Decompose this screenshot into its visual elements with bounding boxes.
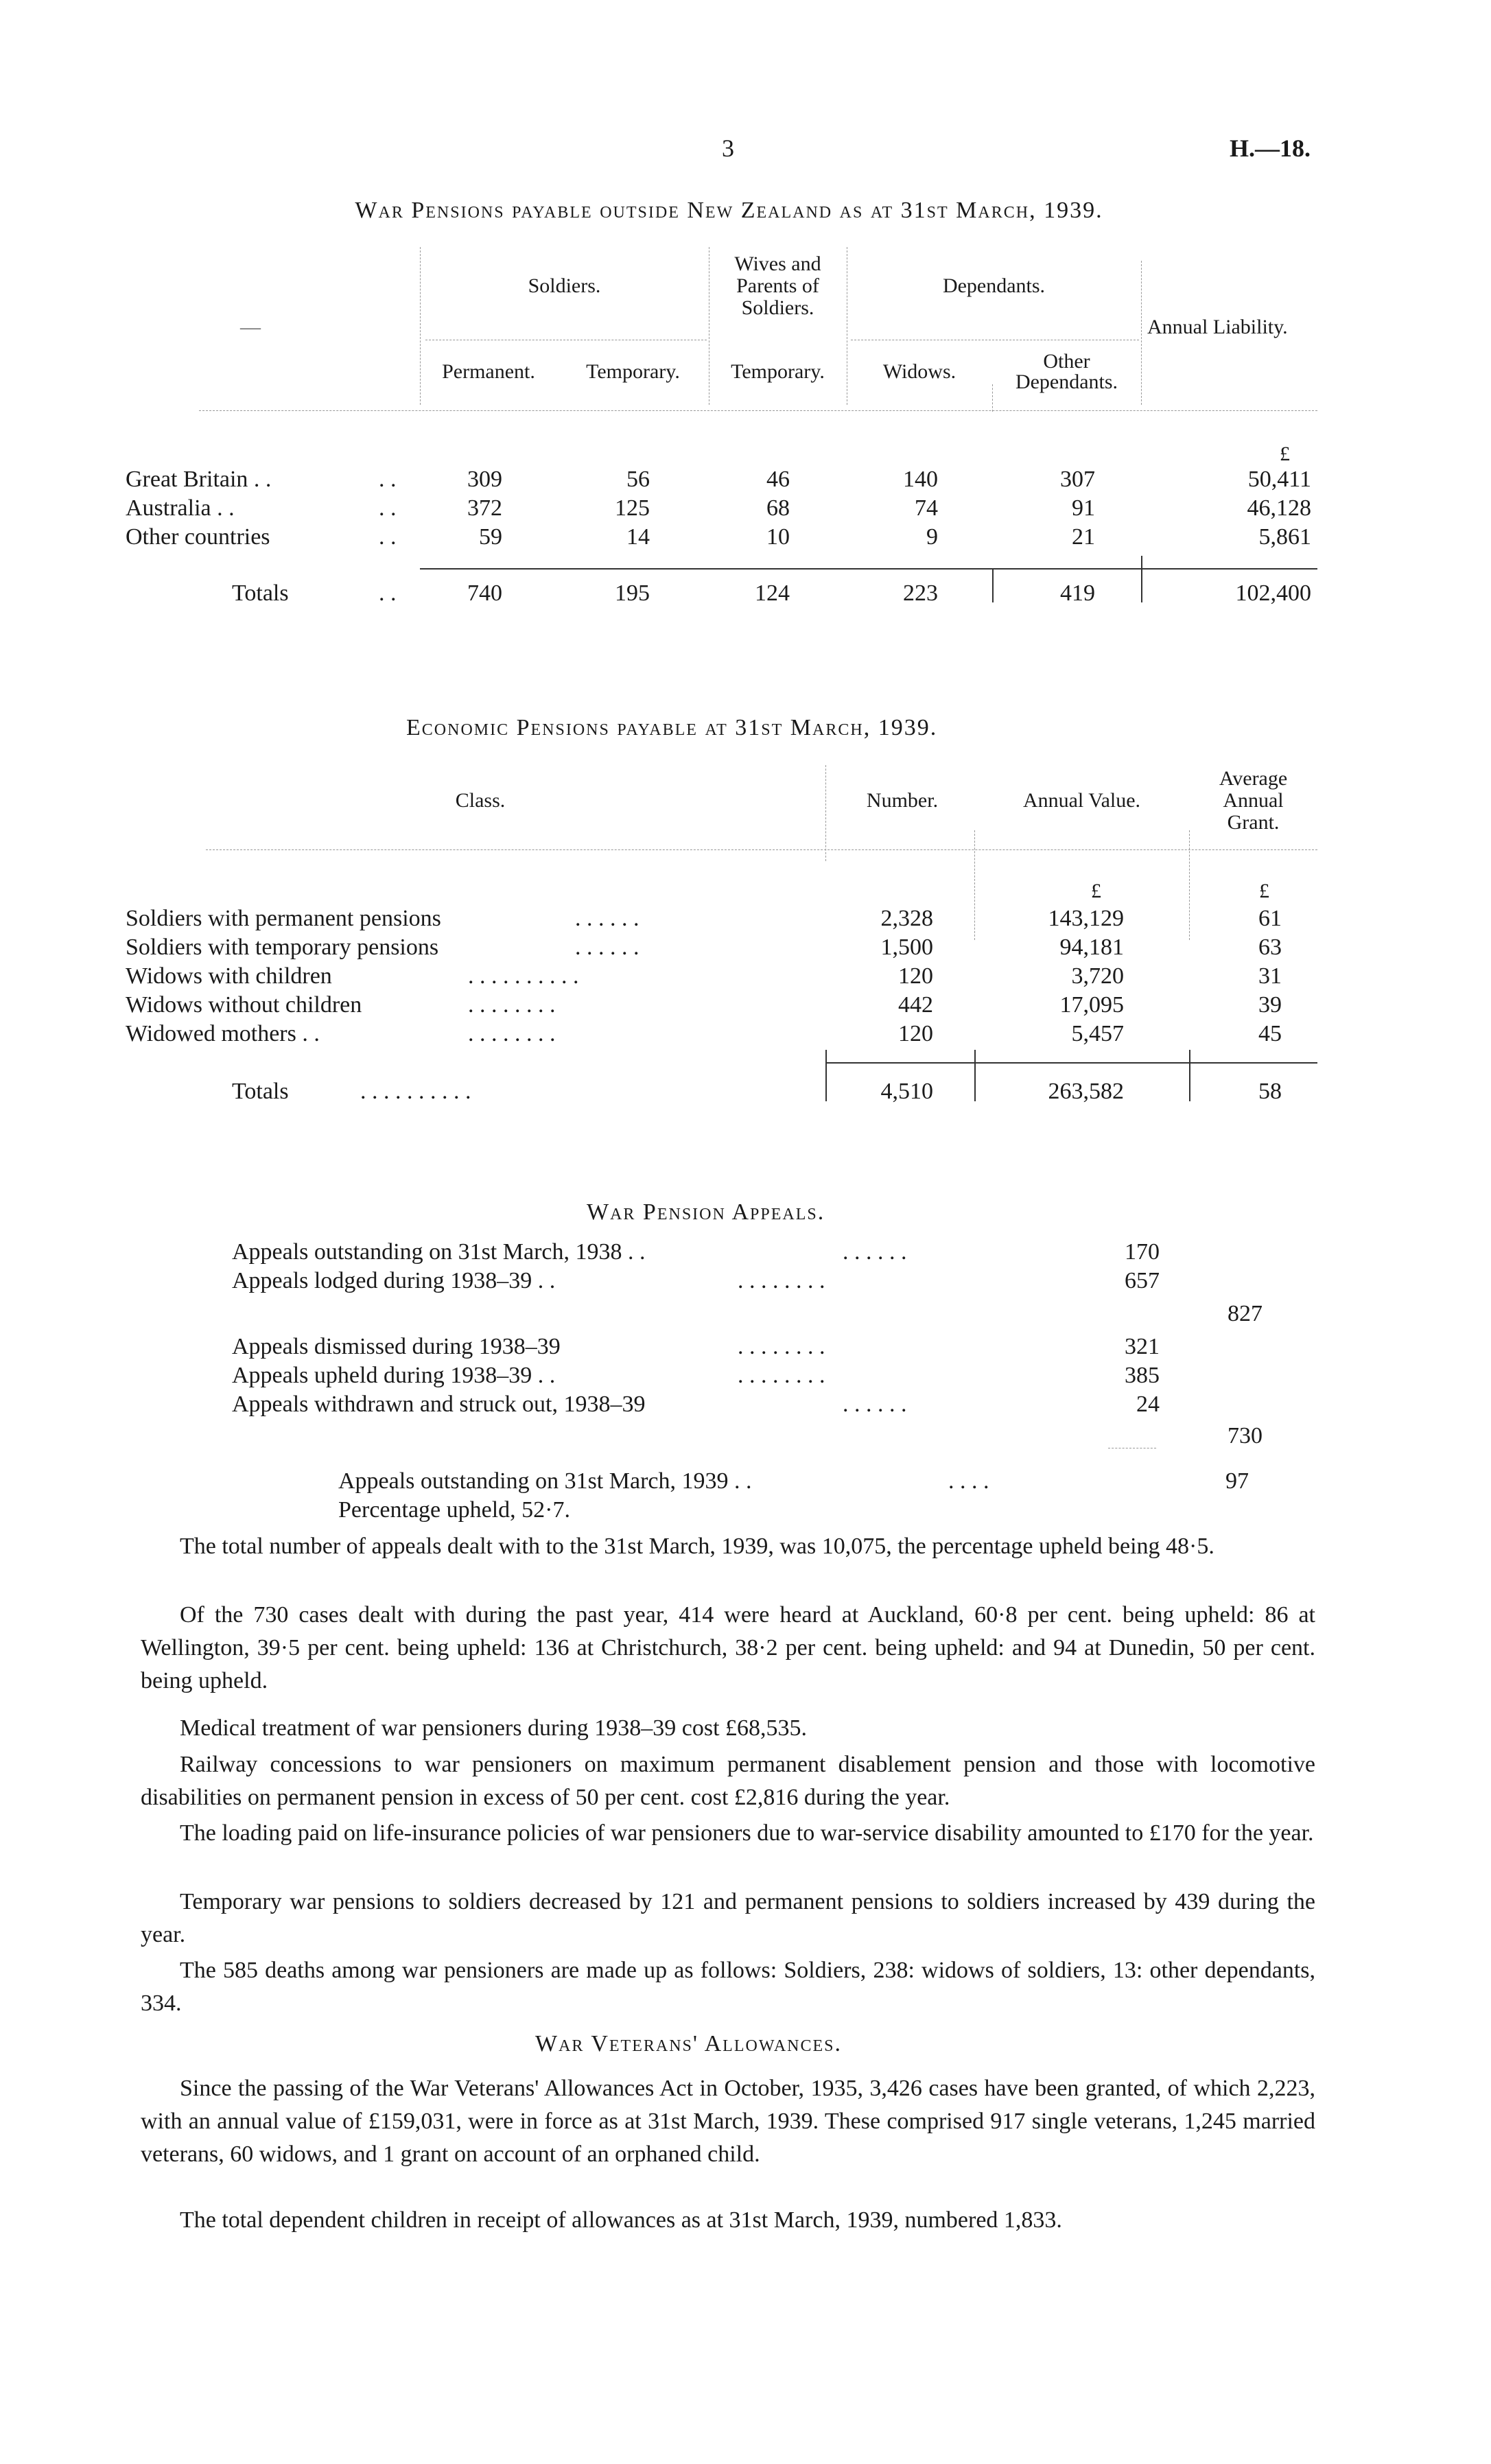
appeal-label: Appeals withdrawn and struck out, 1938–39 — [232, 1392, 646, 1417]
totals-rule — [420, 568, 1317, 570]
cell-value: 143,129 — [1048, 906, 1124, 931]
cell-widows: 9 — [926, 524, 938, 550]
row-label: Widows with children — [126, 963, 332, 989]
row-dots: . . — [379, 524, 397, 550]
row-label: Soldiers with permanent pensions — [126, 906, 441, 931]
cell-number: 2,328 — [880, 906, 933, 931]
row-label: Widows without children — [126, 992, 362, 1018]
total-temporary: 195 — [615, 580, 650, 606]
appeal-dots: . . . . . . . . — [738, 1334, 825, 1359]
row-dots: . . . . . . . . — [468, 992, 556, 1018]
header-wives-1: Wives and — [734, 253, 821, 275]
pound-sign: £ — [1280, 443, 1290, 465]
appeal-dots: . . . . . . . . — [738, 1268, 825, 1293]
header-widows: Widows. — [882, 360, 956, 383]
totals-divider — [825, 1050, 827, 1101]
header-bottom-rule — [199, 410, 1317, 411]
header-temporary-wives: Temporary. — [731, 360, 825, 383]
cell-temporary: 14 — [626, 524, 650, 550]
outstanding-label: Appeals outstanding on 31st March, 1939 . . — [338, 1468, 752, 1494]
total-liability: 102,400 — [1235, 580, 1311, 606]
row-dots: . . . . . . . . — [468, 1021, 556, 1046]
appeal-value: 657 — [1125, 1268, 1160, 1293]
cell-number: 120 — [898, 963, 933, 989]
header-annual-liability: Annual Liability. — [1147, 316, 1288, 338]
cell-value: 17,095 — [1059, 992, 1124, 1018]
cell-liability: 5,861 — [1258, 524, 1311, 550]
cell-liability: 46,128 — [1247, 495, 1311, 521]
row-dots: . . — [379, 495, 397, 521]
paragraph: Of the 730 cases dealt with during the past year, 414 were heard at Auckland, 60·8 per cent. being upheld: 86 at Wellington, 39·5 per cent. being upheld: 136 at Christchurch, 38·2 per cent. being upheld: and 94 at Dunedin, 50 per cent. being upheld. — [141, 1602, 1315, 1693]
cell-other: 91 — [1072, 495, 1095, 521]
cell-temporary: 125 — [615, 495, 650, 521]
economic-pensions-title: Economic Pensions payable at 31st March, 1939. — [406, 715, 938, 740]
appeal-label: Appeals dismissed during 1938–39 — [232, 1334, 561, 1359]
header-average-1: Average — [1219, 767, 1288, 790]
header-wives-2: Parents of — [736, 274, 819, 297]
appeal-value: 321 — [1125, 1334, 1160, 1359]
document-reference: H.—18. — [1230, 134, 1311, 162]
cell-number: 120 — [898, 1021, 933, 1046]
veterans-title: War Veterans' Allowances. — [535, 2031, 842, 2056]
cell-permanent: 59 — [479, 524, 502, 550]
paragraph: The 585 deaths among war pensioners are made up as follows: Soldiers, 238: widows of soldiers, 13: other dependants, 334. — [141, 1958, 1315, 2016]
cell-other: 307 — [1060, 467, 1095, 492]
total-value: 263,582 — [1048, 1079, 1124, 1104]
row-dots: . . . . . . — [575, 935, 639, 960]
pound-sign: £ — [1259, 880, 1269, 902]
header-wives-3: Soldiers. — [741, 296, 814, 319]
header-soldiers: Soldiers. — [528, 274, 601, 297]
total-other: 419 — [1060, 580, 1095, 606]
cell-widows: 140 — [903, 467, 938, 492]
total-number: 4,510 — [880, 1079, 933, 1104]
row-dots: . . . . . . — [575, 906, 639, 931]
row-dots: . . . . . . . . . . — [468, 963, 579, 989]
header-average-2: Annual — [1223, 789, 1284, 812]
cell-average: 31 — [1258, 963, 1282, 989]
header-other-1: Other — [1043, 350, 1090, 373]
appeal-label: Appeals lodged during 1938–39 . . — [232, 1268, 556, 1293]
cell-wives: 68 — [766, 495, 790, 521]
header-class: Class. — [455, 789, 506, 812]
row-label: Great Britain . . — [126, 467, 272, 492]
outstanding-dots: . . . . — [948, 1468, 989, 1494]
subtotal-received: 827 — [1228, 1301, 1263, 1326]
totals-label: Totals — [232, 580, 289, 606]
header-bottom-rule — [206, 849, 1317, 850]
paragraph: The total dependent children in receipt of allowances as at 31st March, 1939, numbered 1,833. — [180, 2207, 1062, 2233]
cell-number: 1,500 — [880, 935, 933, 960]
cell-average: 61 — [1258, 906, 1282, 931]
appeal-value: 385 — [1125, 1363, 1160, 1388]
appeal-dots: . . . . . . — [843, 1392, 907, 1417]
outstanding-value: 97 — [1225, 1468, 1249, 1494]
header-permanent: Permanent. — [442, 360, 535, 383]
cell-liability: 50,411 — [1247, 467, 1311, 492]
total-permanent: 740 — [467, 580, 502, 606]
total-wives: 124 — [755, 580, 790, 606]
paragraph: Since the passing of the War Veterans' Allowances Act in October, 1935, 3,426 cases have been granted, of which 2,223, with an annual value of £159,031, were in force as at 31st March, 1939. These comprised 917 single veterans, 1,245 married veterans, 60 widows, and 1 grant on account of an orphaned child. — [141, 2076, 1315, 2167]
paragraph: Medical treatment of war pensioners during 1938–39 cost £68,535. — [180, 1715, 808, 1741]
column-divider — [1141, 261, 1142, 405]
header-other-2: Dependants. — [1015, 371, 1118, 393]
row-label: Other countries — [126, 524, 270, 550]
header-dash: — — [240, 316, 261, 338]
appeals-title: War Pension Appeals. — [587, 1199, 825, 1225]
header-annual-value: Annual Value. — [1022, 789, 1141, 812]
cell-permanent: 309 — [467, 467, 502, 492]
appeal-label: Appeals upheld during 1938–39 . . — [232, 1363, 556, 1388]
appeal-value: 170 — [1125, 1239, 1160, 1265]
totals-rule — [825, 1062, 1317, 1064]
cell-value: 5,457 — [1071, 1021, 1124, 1046]
appeal-dots: . . . . . . . . — [738, 1363, 825, 1388]
paragraph: The loading paid on life-insurance policies of war pensioners due to war-service disability amounted to £170 for the year. — [180, 1820, 1314, 1846]
row-dots: . . — [379, 467, 397, 492]
header-average-3: Grant. — [1227, 811, 1280, 834]
pound-sign: £ — [1091, 880, 1101, 902]
header-dependants: Dependants. — [942, 274, 1046, 297]
total-widows: 223 — [903, 580, 938, 606]
total-average: 58 — [1258, 1079, 1282, 1104]
cell-wives: 10 — [766, 524, 790, 550]
subtotal-dealt: 730 — [1228, 1423, 1263, 1448]
header-number: Number. — [866, 789, 939, 812]
totals-label: Totals — [232, 1079, 289, 1104]
cell-value: 94,181 — [1059, 935, 1124, 960]
appeal-value: 24 — [1136, 1392, 1160, 1417]
cell-average: 39 — [1258, 992, 1282, 1018]
totals-dots: . . — [379, 580, 397, 606]
cell-average: 63 — [1258, 935, 1282, 960]
war-pensions-title: War Pensions payable outside New Zealand as at 31st March, 1939. — [355, 198, 1103, 223]
cell-average: 45 — [1258, 1021, 1282, 1046]
cell-temporary: 56 — [626, 467, 650, 492]
paragraph: The total number of appeals dealt with to the 31st March, 1939, was 10,075, the percentage upheld being 48·5. — [180, 1534, 1214, 1559]
row-label: Widowed mothers . . — [126, 1021, 320, 1046]
row-label: Soldiers with temporary pensions — [126, 935, 439, 960]
row-label: Australia . . — [126, 495, 235, 521]
appeal-label: Appeals outstanding on 31st March, 1938 . . — [232, 1239, 646, 1265]
page-number: 3 — [722, 134, 734, 162]
column-divider — [825, 765, 826, 861]
cell-number: 442 — [898, 992, 933, 1018]
appeal-dots: . . . . . . — [843, 1239, 907, 1265]
cell-wives: 46 — [766, 467, 790, 492]
paragraph: Railway concessions to war pensioners on maximum permanent disablement pension and those with locomotive disabilities on permanent pension in excess of 50 per cent. cost £2,816 during the year. — [141, 1752, 1315, 1810]
paragraph: Temporary war pensions to soldiers decreased by 121 and permanent pensions to soldiers increased by 439 during the year. — [141, 1889, 1315, 1947]
totals-dots: . . . . . . . . . . — [360, 1079, 471, 1104]
cell-value: 3,720 — [1071, 963, 1124, 989]
cell-permanent: 372 — [467, 495, 502, 521]
percentage-upheld: Percentage upheld, 52·7. — [338, 1497, 570, 1523]
cell-other: 21 — [1072, 524, 1095, 550]
header-temporary: Temporary. — [586, 360, 680, 383]
cell-widows: 74 — [915, 495, 938, 521]
